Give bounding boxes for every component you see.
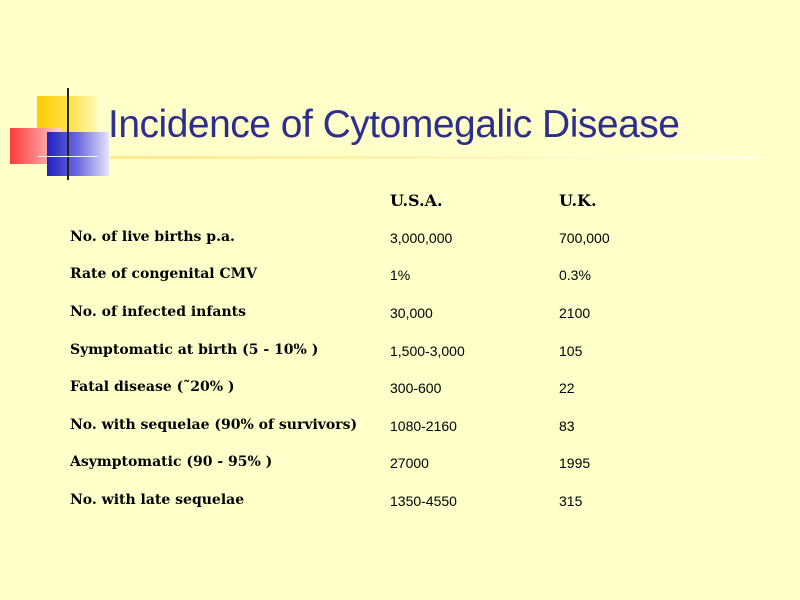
usa-value: 30,000 bbox=[390, 305, 433, 321]
usa-value: 1,500-3,000 bbox=[390, 343, 465, 359]
table-row bbox=[0, 342, 800, 366]
row-label: Symptomatic at birth (5 - 10% ) bbox=[70, 342, 319, 358]
usa-value: 27000 bbox=[390, 455, 429, 471]
uk-value: 2100 bbox=[559, 305, 591, 321]
column-header-usa: U.S.A. bbox=[390, 191, 443, 210]
row-label: Rate of congenital CMV bbox=[70, 266, 257, 282]
blue-block bbox=[47, 132, 109, 176]
uk-value: 315 bbox=[559, 493, 583, 509]
uk-value: 22 bbox=[559, 380, 575, 396]
title-underline bbox=[110, 156, 758, 159]
usa-value: 1080-2160 bbox=[390, 418, 457, 434]
row-label: No. of live births p.a. bbox=[70, 229, 235, 245]
column-header-uk: U.K. bbox=[559, 191, 597, 210]
row-label: Asymptomatic (90 - 95% ) bbox=[70, 454, 273, 470]
uk-value: 105 bbox=[559, 343, 583, 359]
usa-value: 1350-4550 bbox=[390, 493, 457, 509]
table-row bbox=[0, 417, 800, 441]
row-label: No. of infected infants bbox=[70, 304, 246, 320]
table-row bbox=[0, 492, 800, 516]
logo-horizontal-rule bbox=[38, 156, 98, 157]
uk-value: 83 bbox=[559, 418, 575, 434]
usa-value: 3,000,000 bbox=[390, 230, 453, 246]
table-row bbox=[0, 454, 800, 478]
row-label: No. with sequelae (90% of survivors) bbox=[70, 417, 358, 433]
usa-value: 300-600 bbox=[390, 380, 442, 396]
row-label: No. with late sequelae bbox=[70, 492, 245, 508]
uk-value: 1995 bbox=[559, 455, 591, 471]
table-row bbox=[0, 304, 800, 328]
table-row bbox=[0, 379, 800, 403]
usa-value: 1% bbox=[390, 267, 411, 283]
vertical-rule bbox=[67, 88, 69, 180]
row-label: Fatal disease (˜20% ) bbox=[70, 379, 235, 395]
uk-value: 700,000 bbox=[559, 230, 610, 246]
table-row bbox=[0, 266, 800, 290]
decorative-blocks-logo bbox=[10, 88, 120, 188]
slide-title: Incidence of Cytomegalic Disease bbox=[108, 103, 680, 146]
uk-value: 0.3% bbox=[559, 267, 591, 283]
table-row bbox=[0, 229, 800, 253]
